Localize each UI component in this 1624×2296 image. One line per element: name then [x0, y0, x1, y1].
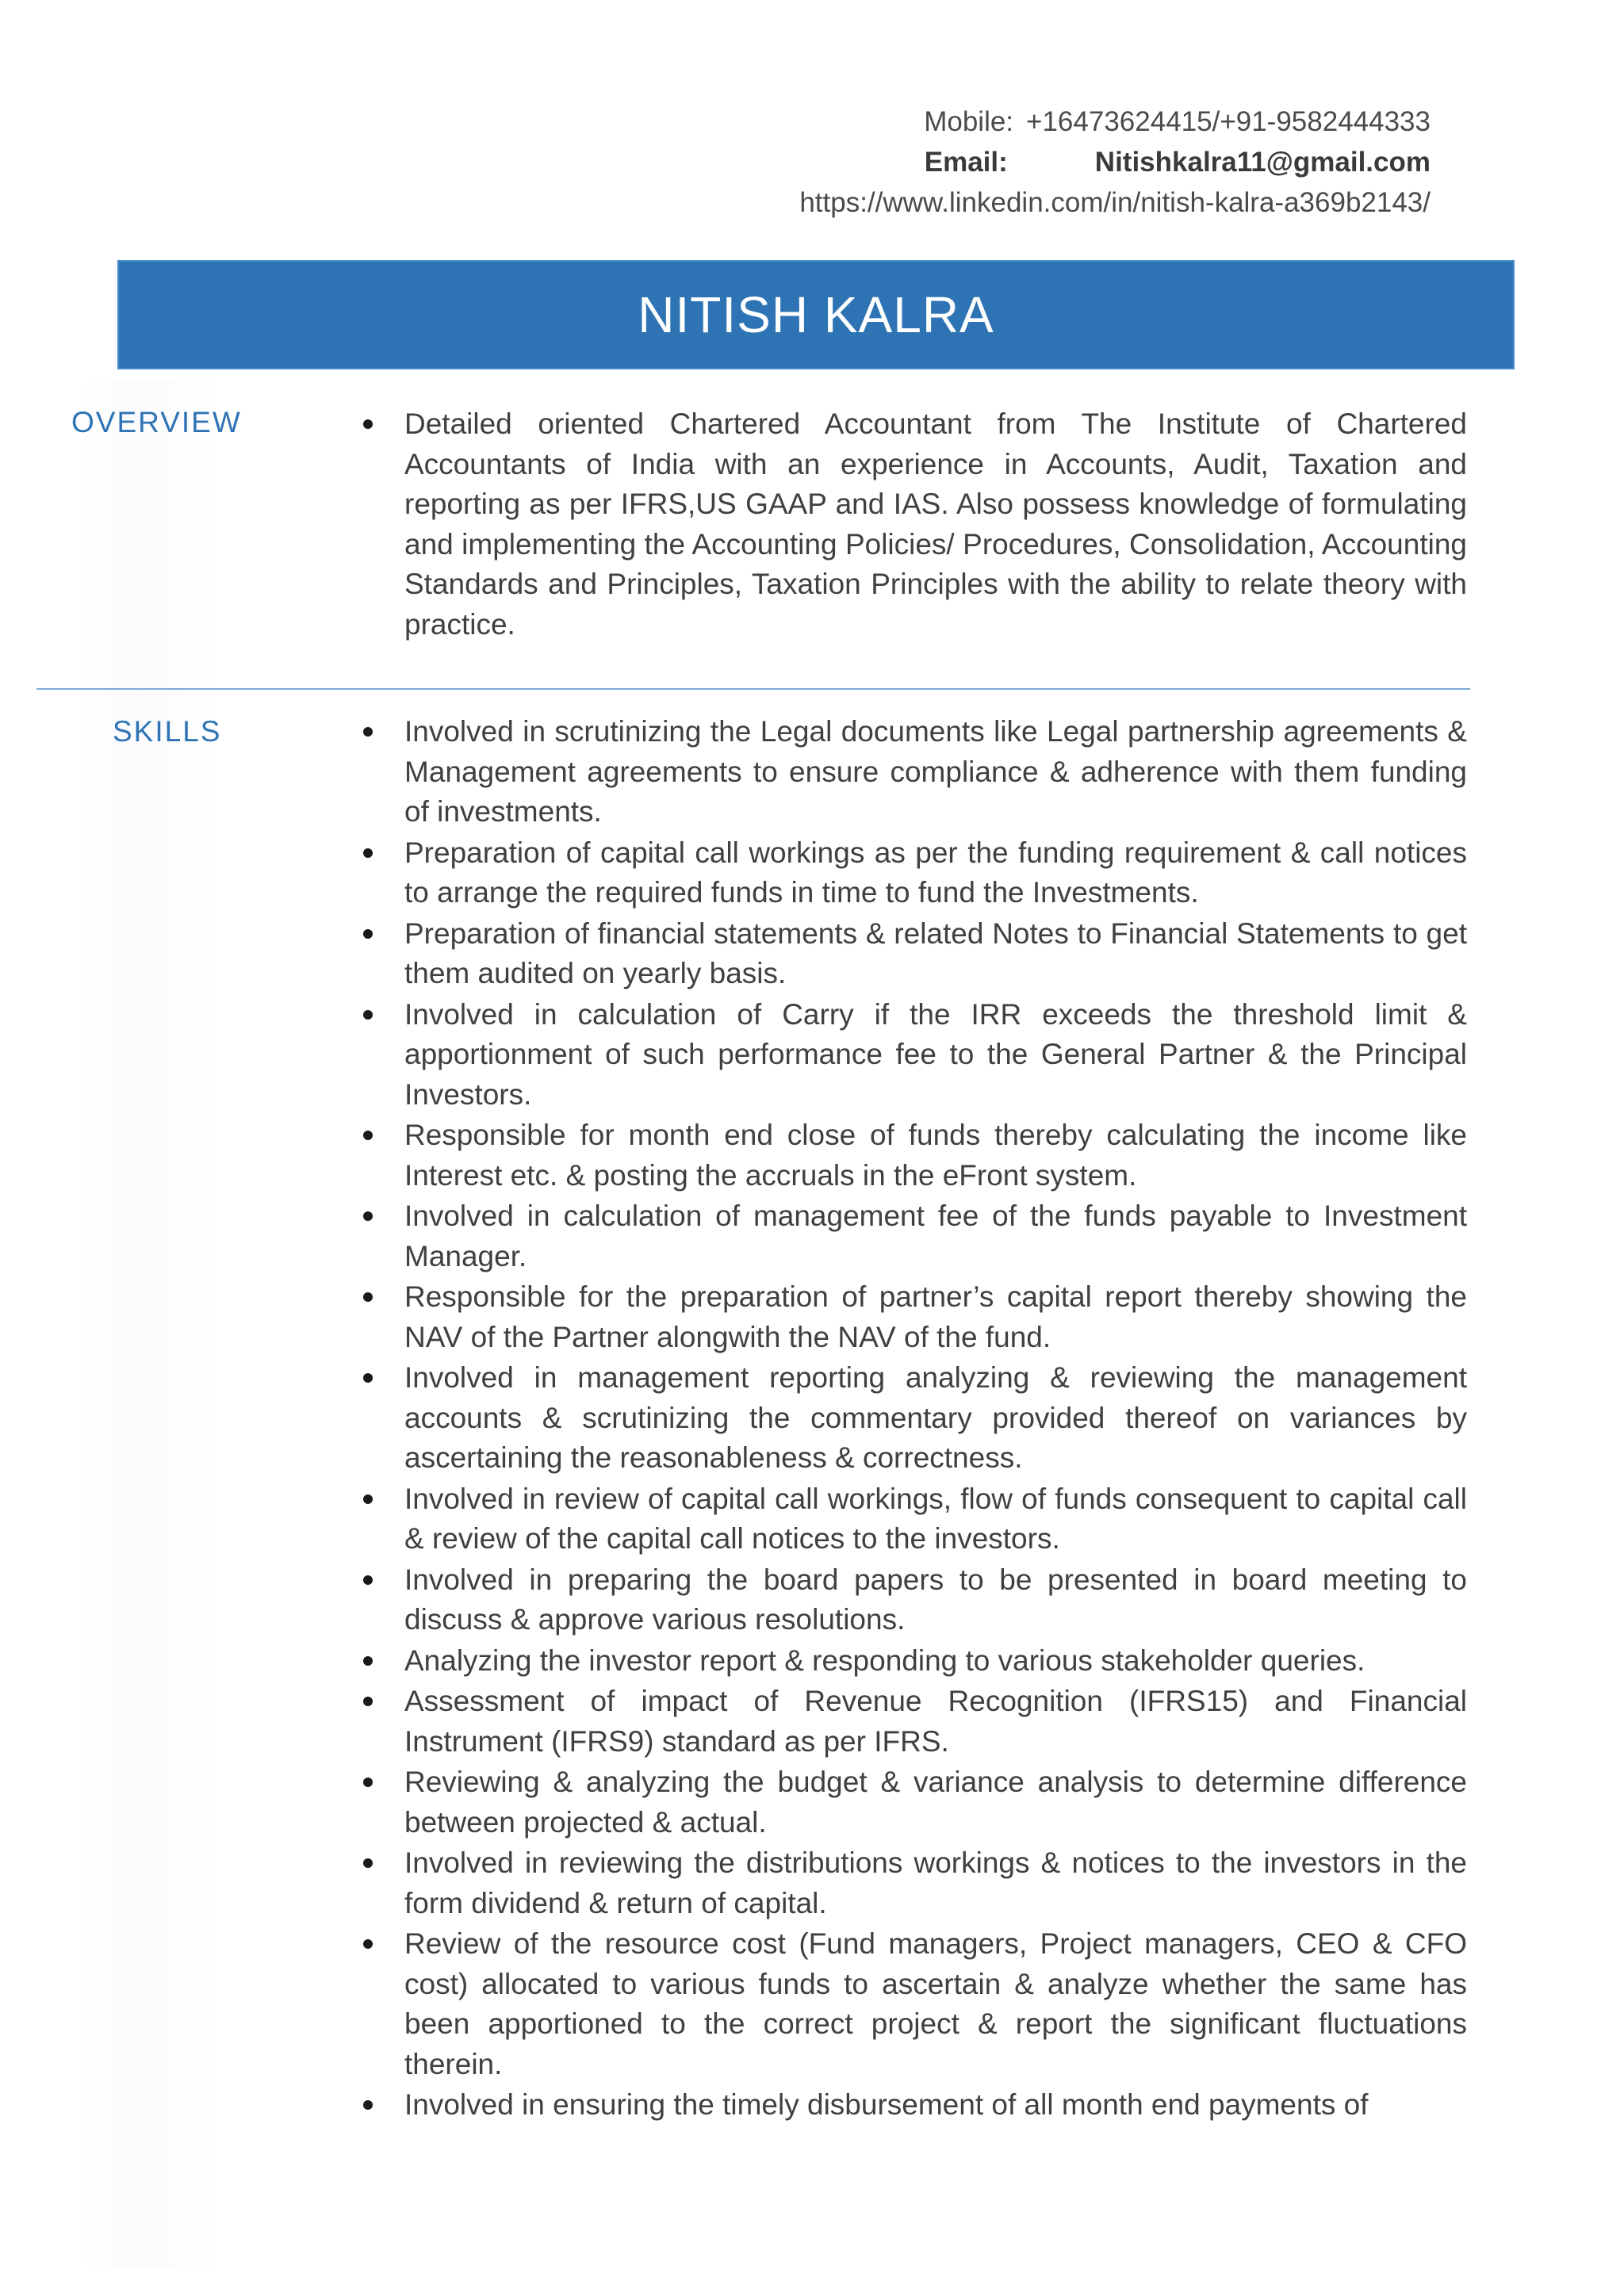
contact-block — [799, 101, 1431, 223]
email-link[interactable]: Nitishkalra11@gmail.com — [1094, 147, 1431, 178]
list-item: Involved in reviewing the distributions workings & notices to the investors in the form dividend & return of capital. — [357, 1843, 1467, 1923]
list-item: Involved in review of capital call workings, flow of funds consequent to capital call & review of the capital call notices to the investors. — [357, 1479, 1467, 1559]
list-item: Involved in management reporting analyzing & reviewing the management accounts & scrutinizing the commentary provided thereof on variances by ascertaining the reasonableness & correctness. — [357, 1358, 1467, 1479]
skills-list — [357, 712, 1467, 2126]
list-item: Responsible for the preparation of partner’s capital report thereby showing the NAV of the Partner alongwith the NAV of the fund. — [357, 1277, 1467, 1357]
mobile-row — [799, 101, 1431, 142]
mobile-label: Mobile: — [924, 106, 1014, 137]
list-item: Involved in calculation of Carry if the IRR exceeds the threshold limit & apportionment of such performance fee to the General Partner & the Principal Investors. — [357, 995, 1467, 1115]
list-item: Preparation of financial statements & related Notes to Financial Statements to get them audited on yearly basis. — [357, 914, 1467, 994]
linkedin-link[interactable]: https://www.linkedin.com/in/nitish-kalra-a369b2143/ — [799, 187, 1431, 218]
list-item: Review of the resource cost (Fund managers, Project managers, CEO & CFO cost) allocated to various funds to ascertain & analyze whether the same has been apportioned to the correct project & report the significant fluctuations therein. — [357, 1924, 1467, 2084]
email-row — [799, 142, 1431, 182]
page-shade — [79, 381, 222, 2267]
list-item: Assessment of impact of Revenue Recognition (IFRS15) and Financial Instrument (IFRS9) standard as per IFRS. — [357, 1682, 1467, 1762]
list-item: Reviewing & analyzing the budget & variance analysis to determine difference between projected & actual. — [357, 1762, 1467, 1843]
name-banner — [117, 260, 1515, 369]
list-item: Detailed oriented Chartered Accountant from The Institute of Chartered Accountants of India with an experience in Accounts, Audit, Taxation and reporting as per IFRS,US GAAP and IAS. Also possess knowledge of formulating and implementing the Accounting Policies/ Procedures, Consolidation, Accounting Standards and Principles, Taxation Principles with the ability to relate theory with practice. — [357, 404, 1467, 645]
list-item: Involved in calculation of management fee of the funds payable to Investment Manager. — [357, 1196, 1467, 1276]
section-divider — [36, 688, 1470, 690]
list-item: Involved in preparing the board papers to be presented in board meeting to discuss & approve various resolutions. — [357, 1560, 1467, 1640]
candidate-name: NITISH KALRA — [638, 286, 994, 343]
list-item: Analyzing the investor report & responding to various stakeholder queries. — [357, 1641, 1467, 1682]
overview-heading: OVERVIEW — [71, 406, 242, 438]
list-item: Responsible for month end close of funds thereby calculating the income like Interest etc. & posting the accruals in the eFront system. — [357, 1115, 1467, 1196]
list-item: Preparation of capital call workings as per the funding requirement & call notices to arrange the required funds in time to fund the Investments. — [357, 833, 1467, 913]
mobile-value: +16473624415/+91-9582444333 — [1026, 106, 1431, 137]
email-label: Email: — [924, 147, 1008, 178]
linkedin-row — [799, 182, 1431, 223]
list-item: Involved in ensuring the timely disbursement of all month end payments of — [357, 2085, 1467, 2126]
overview-list — [357, 404, 1467, 645]
skills-heading: SKILLS — [113, 715, 222, 748]
list-item: Involved in scrutinizing the Legal documents like Legal partnership agreements & Management agreements to ensure compliance & adherence with them funding of investments. — [357, 712, 1467, 832]
